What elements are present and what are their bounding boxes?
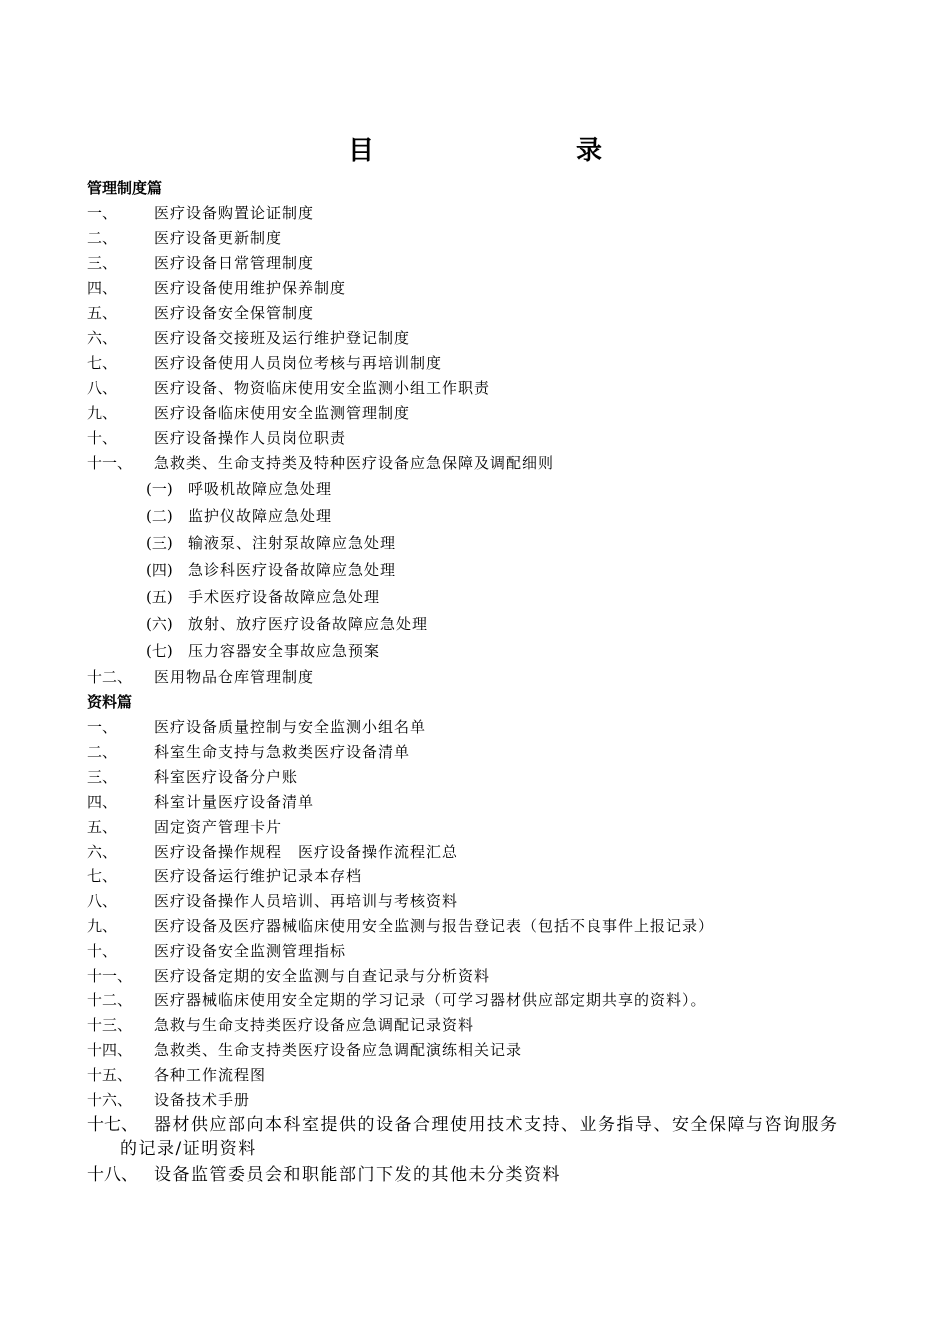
item-number: 二、 (87, 229, 118, 247)
item-text: 医疗设备安全保管制度 (154, 304, 315, 322)
subitem-text: 监护仪故障应急处理 (188, 507, 333, 525)
subitem-text: 手术医疗设备故障应急处理 (188, 588, 381, 606)
item-number: 十一、 (87, 967, 133, 985)
item-number: 十二、 (87, 668, 133, 686)
item-number: 十六、 (87, 1091, 133, 1109)
item-text: 医疗设备操作人员岗位职责 (154, 429, 347, 447)
item-text: 固定资产管理卡片 (154, 818, 283, 836)
section-heading-materials: 资料篇 (87, 693, 133, 711)
item-text: 急救类、生命支持类及特种医疗设备应急保障及调配细则 (154, 454, 555, 472)
item-text: 医疗设备定期的安全监测与自查记录与分析资料 (154, 967, 491, 985)
item-text: 科室医疗设备分户账 (154, 768, 299, 786)
item-number: 五、 (87, 304, 118, 322)
subitem-text: 呼吸机故障应急处理 (188, 480, 333, 498)
item-number: 九、 (87, 404, 118, 422)
item-number: 七、 (87, 867, 118, 885)
item-text: 器材供应部向本科室提供的设备合理使用技术支持、业务指导、安全保障与咨询服务 (154, 1115, 839, 1135)
item-text: 医疗设备使用人员岗位考核与再培训制度 (154, 354, 443, 372)
item-text: 医疗设备及医疗器械临床使用安全监测与报告登记表（包括不良事件上报记录） (154, 917, 715, 935)
item-text: 医疗设备日常管理制度 (154, 254, 315, 272)
item-number: 九、 (87, 917, 118, 935)
subitem-number: (六) (146, 615, 173, 633)
item-text: 医疗设备质量控制与安全监测小组名单 (154, 718, 427, 736)
item-number: 十二、 (87, 991, 133, 1009)
item-number: 十五、 (87, 1066, 133, 1084)
item-number: 一、 (87, 204, 118, 222)
item-number: 七、 (87, 354, 118, 372)
item-text: 设备技术手册 (154, 1091, 251, 1109)
subitem-number: (一) (146, 480, 173, 498)
subitem-number: (二) (146, 507, 173, 525)
item-number: 八、 (87, 379, 118, 397)
item-number: 六、 (87, 329, 118, 347)
item-text: 医疗设备更新制度 (154, 229, 283, 247)
item-text: 医疗设备交接班及运行维护登记制度 (154, 329, 411, 347)
item-text: 科室生命支持与急救类医疗设备清单 (154, 743, 411, 761)
subitem-number: (四) (146, 561, 173, 579)
item-number: 六、 (87, 843, 118, 861)
item-number: 十、 (87, 429, 118, 447)
subitem-text: 输液泵、注射泵故障应急处理 (188, 534, 397, 552)
item-text: 医疗器械临床使用安全定期的学习记录（可学习器材供应部定期共享的资料）。 (154, 991, 707, 1009)
item-text-continued: 的记录/证明资料 (120, 1139, 257, 1159)
item-number: 三、 (87, 254, 118, 272)
subitem-number: (五) (146, 588, 173, 606)
item-text: 医用物品仓库管理制度 (154, 668, 315, 686)
item-text: 医疗设备购置论证制度 (154, 204, 315, 222)
item-text: 医疗设备操作规程 医疗设备操作流程汇总 (154, 843, 459, 861)
section-heading-management: 管理制度篇 (87, 179, 163, 197)
item-text: 医疗设备运行维护记录本存档 (154, 867, 363, 885)
item-number: 五、 (87, 818, 118, 836)
subitem-number: (七) (146, 642, 173, 660)
item-text: 急救类、生命支持类医疗设备应急调配演练相关记录 (154, 1041, 523, 1059)
item-text: 科室计量医疗设备清单 (154, 793, 315, 811)
item-number: 十、 (87, 942, 118, 960)
item-number: 四、 (87, 279, 118, 297)
subitem-text: 放射、放疗医疗设备故障应急处理 (188, 615, 429, 633)
item-number: 二、 (87, 743, 118, 761)
item-text: 医疗设备操作人员培训、再培训与考核资料 (154, 892, 459, 910)
subitem-text: 压力容器安全事故应急预案 (188, 642, 381, 660)
item-text: 医疗设备、物资临床使用安全监测小组工作职责 (154, 379, 491, 397)
item-text: 医疗设备临床使用安全监测管理制度 (154, 404, 411, 422)
page-title: 目 录 (347, 136, 690, 166)
item-number: 十三、 (87, 1016, 133, 1034)
subitem-number: (三) (146, 534, 173, 552)
item-number: 一、 (87, 718, 118, 736)
item-text: 医疗设备使用维护保养制度 (154, 279, 347, 297)
item-number: 十八、 (87, 1165, 138, 1185)
item-text: 设备监管委员会和职能部门下发的其他未分类资料 (154, 1165, 561, 1185)
item-number: 十一、 (87, 454, 133, 472)
item-number: 十四、 (87, 1041, 133, 1059)
item-number: 四、 (87, 793, 118, 811)
subitem-text: 急诊科医疗设备故障应急处理 (188, 561, 397, 579)
item-number: 十七、 (87, 1115, 138, 1135)
item-text: 急救与生命支持类医疗设备应急调配记录资料 (154, 1016, 475, 1034)
item-text: 医疗设备安全监测管理指标 (154, 942, 347, 960)
item-text: 各种工作流程图 (154, 1066, 267, 1084)
item-number: 三、 (87, 768, 118, 786)
item-number: 八、 (87, 892, 118, 910)
